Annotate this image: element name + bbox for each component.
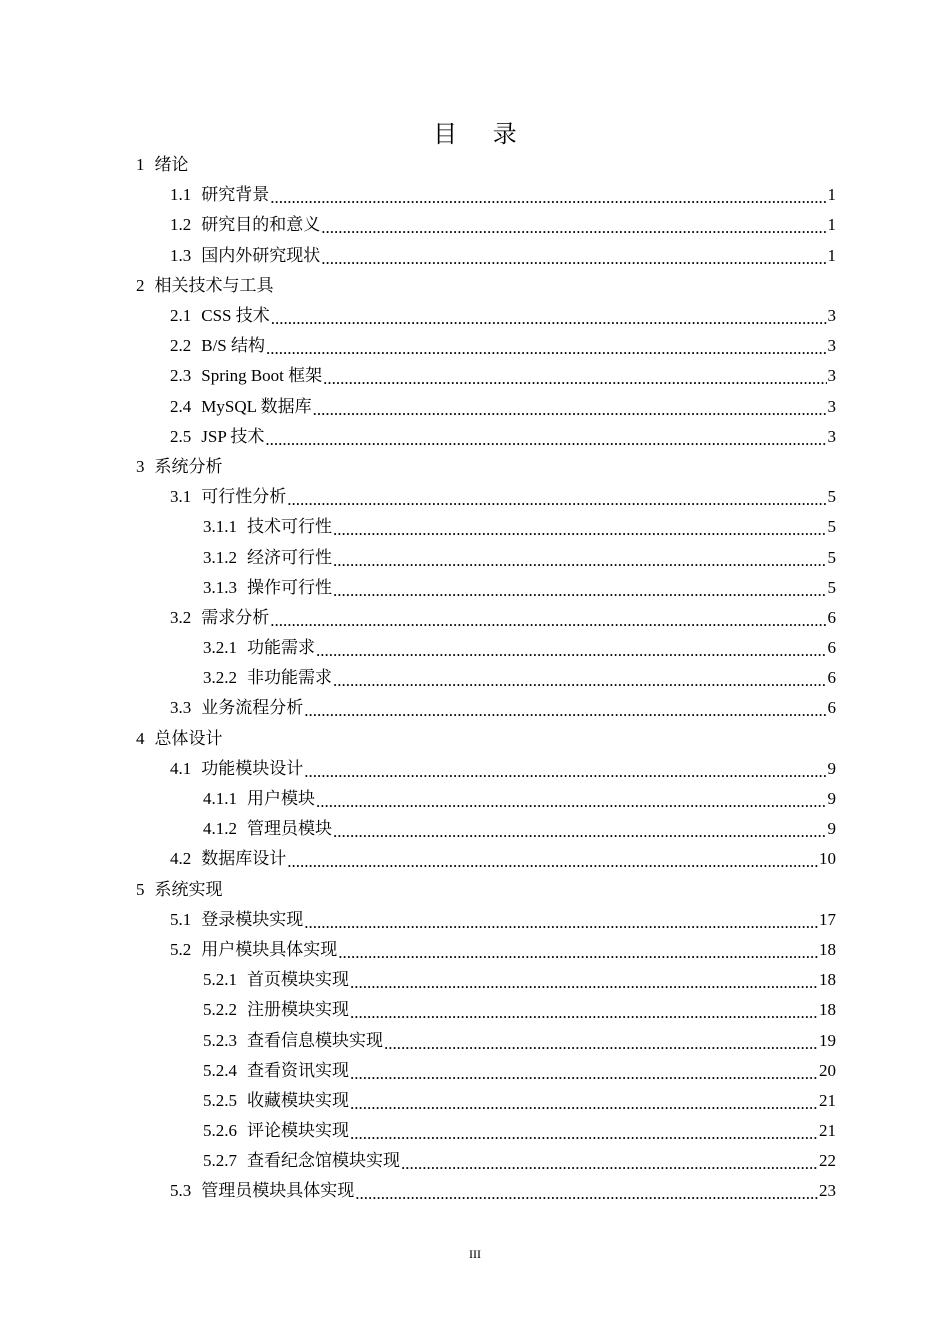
toc-dot-leader	[355, 1176, 818, 1206]
toc-entry-title: 操作可行性	[247, 577, 332, 597]
toc-dot-leader	[270, 180, 826, 210]
toc-entry-page-number: 21	[819, 1090, 836, 1110]
toc-entry-page-number: 19	[819, 1030, 836, 1050]
toc-entry[interactable]	[0, 241, 950, 271]
page-number-footer: III	[469, 1247, 481, 1261]
toc-dot-leader	[384, 1026, 818, 1056]
toc-entry-page-number: 9	[827, 819, 836, 839]
toc-entry-number: 3.2.2	[203, 668, 237, 688]
toc-dot-leader	[323, 361, 826, 391]
toc-entry[interactable]	[0, 361, 950, 391]
toc-entry-number: 1.3	[170, 245, 192, 265]
toc-entry-title: 查看资讯实现	[247, 1060, 349, 1080]
toc-dot-leader	[350, 965, 818, 995]
toc-entry-page-number: 18	[819, 1000, 836, 1020]
toc-entry-number: 1.2	[170, 215, 192, 235]
toc-entry-title: 国内外研究现状	[201, 245, 321, 265]
toc-entry-title: 相关技术与工具	[154, 275, 274, 295]
toc-dot-leader	[401, 1146, 818, 1176]
toc-dot-leader	[287, 844, 818, 874]
toc-entry-title: Spring Boot 框架	[201, 366, 323, 386]
toc-entry-number: 5	[136, 879, 145, 899]
toc-entry-number: 2.1	[170, 306, 192, 326]
toc-dot-leader	[321, 241, 826, 271]
toc-dot-leader	[271, 301, 827, 331]
toc-entry[interactable]	[0, 754, 950, 784]
toc-entry-title: 首页模块实现	[247, 970, 349, 990]
toc-entry-page-number: 18	[819, 970, 836, 990]
toc-entry[interactable]	[0, 663, 950, 693]
toc-entry[interactable]	[0, 331, 950, 361]
page-title: 目 录	[433, 120, 531, 148]
toc-entry-title: 需求分析	[201, 607, 270, 627]
toc-entry-page-number: 1	[827, 185, 836, 205]
toc-dot-leader	[316, 784, 827, 814]
toc-entry[interactable]	[0, 1086, 950, 1116]
toc-entry-title: 数据库设计	[201, 849, 287, 869]
toc-dot-leader	[266, 331, 826, 361]
toc-dot-leader	[270, 603, 826, 633]
toc-entry-page-number: 17	[819, 909, 836, 929]
toc-entry-number: 2.2	[170, 336, 192, 356]
toc-entry-page-number: 5	[827, 487, 836, 507]
toc-entry[interactable]	[0, 784, 950, 814]
toc-entry-number: 5.2.2	[203, 1000, 237, 1020]
toc-entry[interactable]	[0, 603, 950, 633]
toc-dot-leader	[350, 995, 818, 1025]
toc-dot-leader	[333, 814, 827, 844]
toc-dot-leader	[338, 935, 818, 965]
toc-entry-number: 3.3	[170, 698, 192, 718]
toc-entry-title: 评论模块实现	[247, 1121, 349, 1141]
toc-entry-page-number: 18	[819, 939, 836, 959]
toc-entry-number: 2.4	[170, 396, 192, 416]
toc-entry[interactable]	[0, 452, 950, 482]
toc-entry-page-number: 23	[819, 1181, 836, 1201]
toc-entry-page-number: 3	[827, 426, 836, 446]
toc-dot-leader	[265, 422, 826, 452]
toc-entry-page-number: 6	[827, 607, 836, 627]
toc-entry-number: 5.3	[170, 1181, 192, 1201]
toc-entry-page-number: 5	[827, 517, 836, 537]
toc-entry[interactable]	[0, 150, 950, 180]
toc-entry[interactable]	[0, 935, 950, 965]
toc-entry[interactable]	[0, 180, 950, 210]
toc-entry[interactable]	[0, 482, 950, 512]
toc-dot-leader	[304, 754, 826, 784]
toc-entry-number: 4	[136, 728, 145, 748]
toc-entry[interactable]	[0, 814, 950, 844]
toc-entry-page-number: 1	[827, 245, 836, 265]
toc-dot-leader	[313, 392, 827, 422]
toc-dot-leader	[350, 1116, 818, 1146]
toc-entry-title: 系统分析	[154, 456, 223, 476]
toc-entry-number: 5.2.6	[203, 1121, 237, 1141]
toc-entry-title: 经济可行性	[247, 547, 332, 567]
toc-dot-leader	[287, 482, 826, 512]
toc-entry-title: 可行性分析	[201, 487, 287, 507]
toc-entry-number: 5.2.4	[203, 1060, 237, 1080]
toc-dot-leader	[333, 543, 827, 573]
toc-entry-page-number: 3	[827, 366, 836, 386]
toc-entry-title: 管理员模块	[247, 819, 332, 839]
toc-entry-page-number: 21	[819, 1121, 836, 1141]
toc-entry[interactable]	[0, 512, 950, 542]
toc-dot-leader	[350, 1056, 818, 1086]
toc-entry-title: 用户模块	[247, 789, 315, 809]
table-of-contents	[0, 150, 950, 1207]
toc-dot-leader	[316, 633, 827, 663]
toc-entry-number: 5.2.1	[203, 970, 237, 990]
toc-entry-title: MySQL 数据库	[201, 396, 312, 416]
toc-dot-leader	[304, 905, 818, 935]
toc-dot-leader	[321, 210, 826, 240]
toc-entry-number: 2.5	[170, 426, 192, 446]
toc-entry-title: 查看信息模块实现	[247, 1030, 383, 1050]
toc-entry[interactable]	[0, 1056, 950, 1086]
toc-entry[interactable]	[0, 905, 950, 935]
toc-entry-title: 功能需求	[247, 638, 315, 658]
toc-entry-number: 5.1	[170, 909, 192, 929]
toc-entry-title: 查看纪念馆模块实现	[247, 1151, 400, 1171]
toc-entry-title: 非功能需求	[247, 668, 332, 688]
toc-entry-page-number: 6	[827, 638, 836, 658]
toc-entry-page-number: 20	[819, 1060, 836, 1080]
toc-entry-title: 总体设计	[154, 728, 223, 748]
toc-entry-number: 3.1.2	[203, 547, 237, 567]
toc-entry[interactable]	[0, 693, 950, 723]
toc-entry-title: 注册模块实现	[247, 1000, 349, 1020]
toc-entry[interactable]	[0, 965, 950, 995]
toc-entry[interactable]	[0, 1146, 950, 1176]
toc-dot-leader	[304, 693, 826, 723]
toc-entry-number: 2.3	[170, 366, 192, 386]
toc-entry[interactable]	[0, 573, 950, 603]
toc-entry[interactable]	[0, 724, 950, 754]
toc-entry-title: B/S 结构	[201, 336, 266, 356]
toc-entry-number: 3.1.1	[203, 517, 237, 537]
toc-entry-number: 4.1	[170, 758, 192, 778]
toc-entry[interactable]	[0, 875, 950, 905]
toc-entry-number: 3.2.1	[203, 638, 237, 658]
toc-entry-page-number: 5	[827, 577, 836, 597]
toc-entry[interactable]	[0, 271, 950, 301]
toc-entry-number: 3.2	[170, 607, 192, 627]
toc-entry[interactable]	[0, 210, 950, 240]
toc-entry-number: 5.2	[170, 939, 192, 959]
toc-dot-leader	[333, 573, 827, 603]
toc-entry[interactable]	[0, 844, 950, 874]
toc-entry-number: 3.1.3	[203, 577, 237, 597]
toc-entry[interactable]	[0, 422, 950, 452]
toc-entry-title: 管理员模块具体实现	[201, 1181, 355, 1201]
toc-entry-page-number: 3	[827, 306, 836, 326]
toc-entry-number: 1	[136, 155, 145, 175]
toc-entry-title: 系统实现	[154, 879, 223, 899]
toc-entry-page-number: 3	[827, 336, 836, 356]
toc-dot-leader	[350, 1086, 818, 1116]
toc-entry-page-number: 3	[827, 396, 836, 416]
toc-entry-number: 4.2	[170, 849, 192, 869]
toc-entry-page-number: 9	[827, 789, 836, 809]
toc-entry-page-number: 1	[827, 215, 836, 235]
toc-entry-number: 5.2.7	[203, 1151, 237, 1171]
toc-entry-page-number: 22	[819, 1151, 836, 1171]
toc-entry-number: 2	[136, 275, 145, 295]
toc-entry-title: 收藏模块实现	[247, 1090, 349, 1110]
toc-entry-title: 业务流程分析	[201, 698, 304, 718]
toc-entry-title: 研究目的和意义	[201, 215, 321, 235]
toc-entry-title: 研究背景	[201, 185, 270, 205]
toc-entry-number: 3.1	[170, 487, 192, 507]
toc-entry-page-number: 9	[827, 758, 836, 778]
toc-entry-title: 绪论	[154, 155, 189, 175]
toc-entry-page-number: 6	[827, 698, 836, 718]
toc-entry-title: 技术可行性	[247, 517, 332, 537]
toc-entry[interactable]	[0, 1176, 950, 1206]
toc-dot-leader	[333, 512, 827, 542]
toc-entry-title: 登录模块实现	[201, 909, 304, 929]
toc-entry[interactable]	[0, 633, 950, 663]
toc-entry-title: CSS 技术	[201, 306, 270, 326]
toc-entry-number: 5.2.5	[203, 1090, 237, 1110]
toc-dot-leader	[333, 663, 827, 693]
toc-entry-number: 4.1.1	[203, 789, 237, 809]
toc-entry-page-number: 5	[827, 547, 836, 567]
toc-entry-title: 功能模块设计	[201, 758, 304, 778]
toc-entry-number: 1.1	[170, 185, 192, 205]
toc-entry-number: 5.2.3	[203, 1030, 237, 1050]
toc-entry-title: 用户模块具体实现	[201, 939, 338, 959]
toc-entry-page-number: 10	[819, 849, 836, 869]
toc-entry-number: 4.1.2	[203, 819, 237, 839]
toc-entry[interactable]	[0, 995, 950, 1025]
toc-entry[interactable]	[0, 392, 950, 422]
toc-entry-number: 3	[136, 456, 145, 476]
toc-entry[interactable]	[0, 1116, 950, 1146]
toc-entry-page-number: 6	[827, 668, 836, 688]
toc-entry-title: JSP 技术	[201, 426, 265, 446]
toc-entry[interactable]	[0, 542, 950, 572]
toc-entry[interactable]	[0, 301, 950, 331]
toc-entry[interactable]	[0, 1025, 950, 1055]
